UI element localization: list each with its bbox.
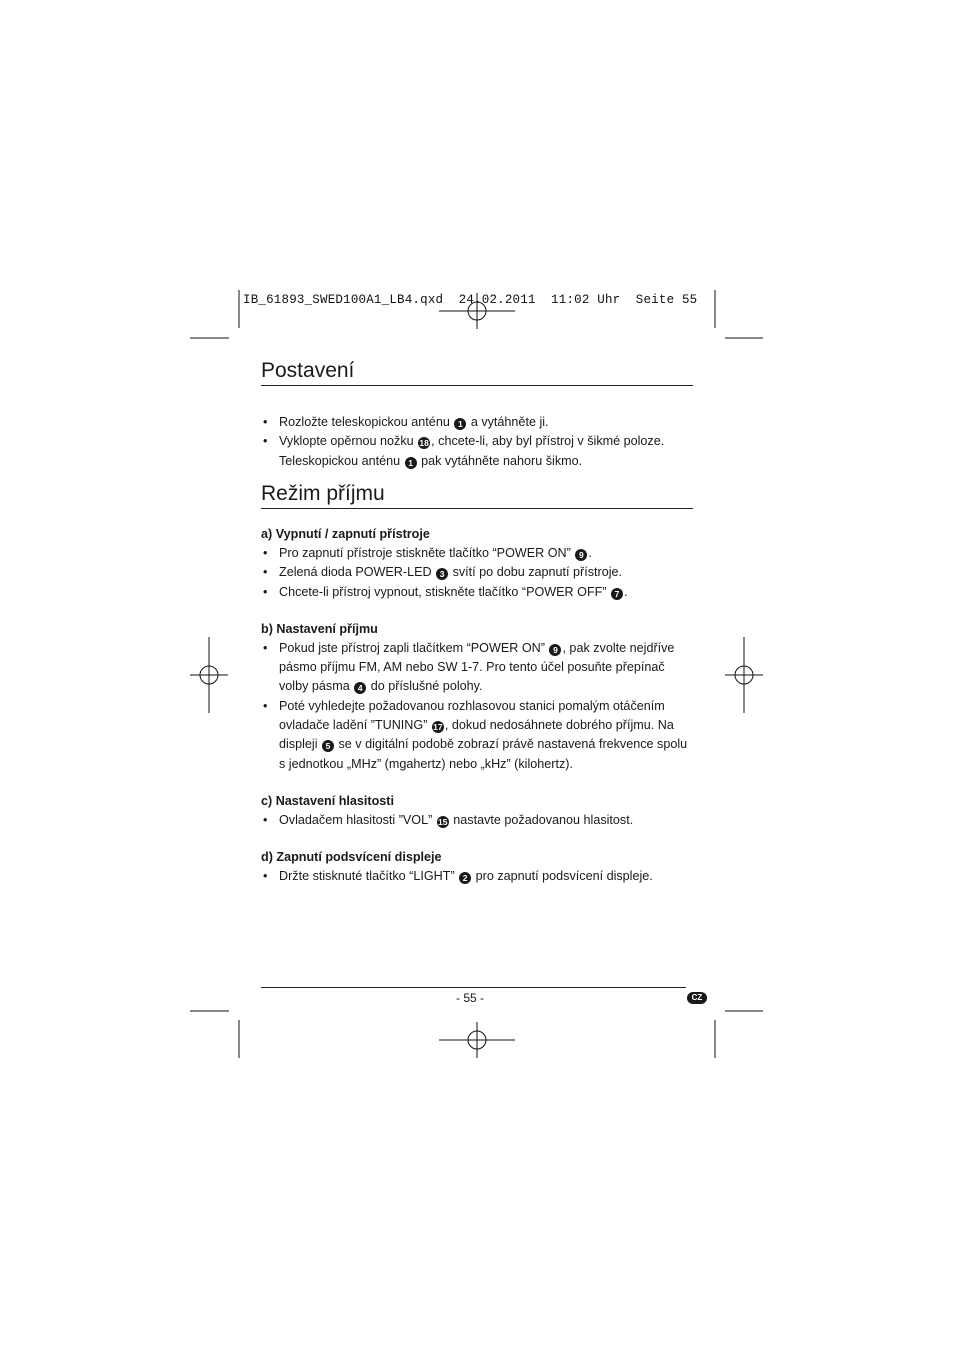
section-title: Režim příjmu	[261, 482, 693, 509]
section-postaveni	[261, 359, 693, 471]
subsection-heading: d) Zapnutí podsvícení displeje	[261, 850, 442, 865]
subsection-heading: a) Vypnutí / zapnutí přístroje	[261, 527, 430, 541]
bullet-list	[261, 544, 693, 602]
print-slug: IB_61893_SWED100A1_LB4.qxd 24.02.2011 11:02 Uhr Seite 55	[243, 293, 698, 307]
ref-number-badge: 17	[433, 722, 443, 733]
ref-number-badge: 15	[438, 816, 448, 827]
list-item: • Poté vyhledejte požadovanou rozhlasovou stanici pomalým otáčením ovladače ladění ”TUNING” 17 , dokud nedosáhnete dobrého příjmu. Na displeji 5 se v digitální podobě zobrazí právě nastavená frekvence spolu s jednotkou „MHz” (mgahertz) nebo „kHz” (kilohertz).	[261, 697, 693, 774]
list-item: • Vyklopte opěrnou nožku 18 , chcete-li, aby byl přístroj v šikmé poloze. Teleskopickou anténu 1 pak vytáhněte nahoru šikmo.	[261, 432, 693, 471]
subsection-heading: c) Nastavení hlasitosti	[261, 793, 394, 808]
list-item: • Držte stisknuté tlačítko “LIGHT” 2 pro zapnutí podsvícení displeje.	[261, 867, 693, 886]
bullet-list	[261, 413, 693, 471]
list-item: • Chcete-li přístroj vypnout, stiskněte tlačítko “POWER OFF” 7 .	[261, 583, 693, 602]
ref-number-badge: 3	[436, 568, 448, 580]
list-item: • Pro zapnutí přístroje stiskněte tlačítko “POWER ON” 9 .	[261, 544, 693, 563]
list-item: • Rozložte teleskopickou anténu 1 a vytáhněte ji.	[261, 413, 693, 432]
footer-divider	[261, 987, 686, 988]
ref-number-badge: 1	[405, 457, 417, 469]
list-item: • Ovladačem hlasitosti ”VOL” 15 nastavte požadovanou hlasitost.	[261, 811, 693, 830]
bullet-list	[261, 811, 693, 830]
ref-number-badge: 18	[419, 438, 429, 449]
language-badge: CZ	[687, 992, 707, 1004]
subsection-heading: b) Nastavení příjmu	[261, 621, 378, 636]
ref-number-badge: 5	[322, 740, 334, 752]
bullet-list	[261, 639, 693, 774]
ref-number-badge: 1	[454, 418, 466, 430]
section-title: Postavení	[261, 359, 693, 386]
section-rezim-prijmu	[261, 482, 693, 887]
ref-number-badge: 9	[549, 644, 561, 656]
ref-number-badge: 4	[354, 682, 366, 694]
list-item: • Pokud jste přístroj zapli tlačítkem “POWER ON” 9 , pak zvolte nejdříve pásmo příjmu FM, AM nebo SW 1-7. Pro tento účel posuňte přepínač volby pásma 4 do příslušné polohy.	[261, 639, 693, 697]
page-number: - 55 -	[456, 991, 485, 1005]
ref-number-badge: 7	[611, 588, 623, 600]
list-item: • Zelená dioda POWER-LED 3 svítí po dobu zapnutí přístroje.	[261, 563, 693, 582]
ref-number-badge: 2	[459, 872, 471, 884]
bullet-list	[261, 867, 693, 886]
ref-number-badge: 9	[575, 549, 587, 561]
